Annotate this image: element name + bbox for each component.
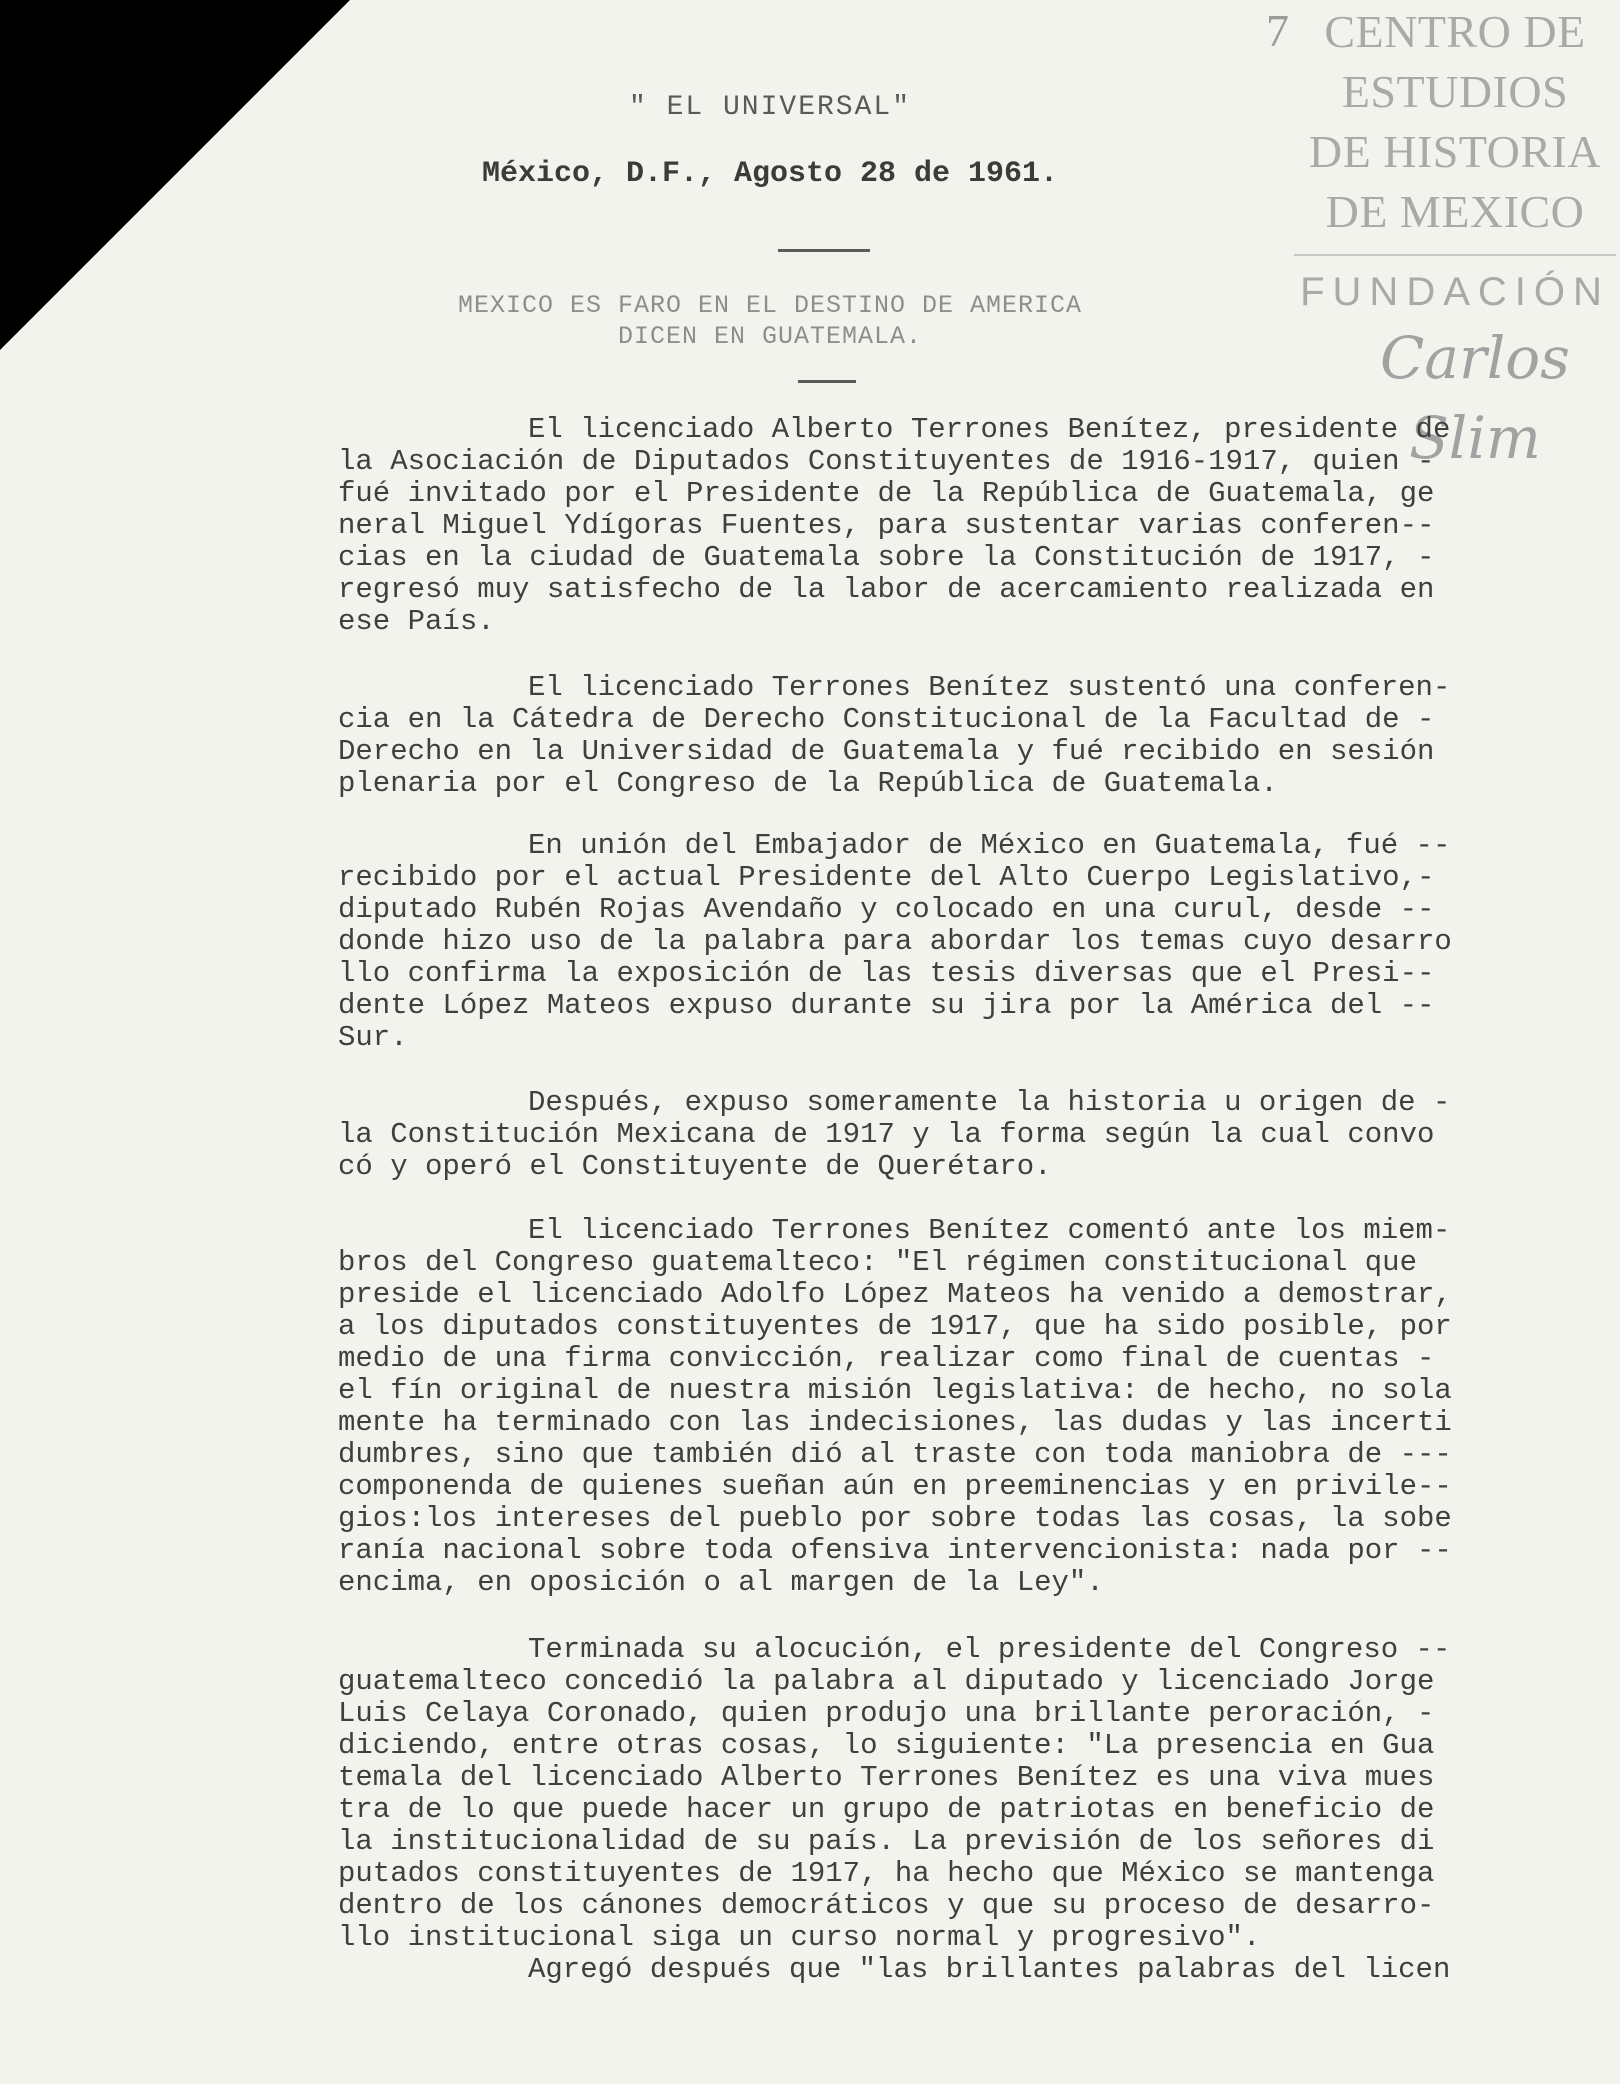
stamp-line-1: CENTRO DE [1324, 6, 1586, 57]
text-line: Terminada su alocución, el presidente del Congreso -- [528, 1633, 1451, 1666]
dateline: México, D.F., Agosto 28 de 1961. [481, 157, 1059, 191]
text-line: a los diputados constituyentes de 1917, que ha sido posible, por [338, 1310, 1452, 1343]
text-line: llo confirma la exposición de las tesis diversas que el Presi-- [338, 957, 1435, 990]
headline-line-2: DICEN EN GUATEMALA. [617, 322, 923, 351]
text-line: guatemalteco concedió la palabra al diputado y licenciado Jorge [338, 1665, 1435, 1698]
text-line: putados constituyentes de 1917, ha hecho que México se mantenga [338, 1857, 1435, 1890]
text-line: tra de lo que puede hacer un grupo de patriotas en beneficio de [338, 1793, 1435, 1826]
text-line: bros del Congreso guatemalteco: "El régimen constitucional que [338, 1246, 1417, 1279]
text-line: componenda de quienes sueñan aún en preeminencias y en privile-- [338, 1470, 1452, 1503]
paragraph [338, 1634, 1548, 1954]
text-line: El licenciado Terrones Benítez comentó ante los miem- [528, 1214, 1451, 1247]
text-line: medio de una firma convicción, realizar como final de cuentas - [338, 1342, 1435, 1375]
text-line: el fín original de nuestra misión legislativa: de hecho, no sola [338, 1374, 1452, 1407]
stamp-divider [1294, 254, 1616, 256]
stamp-line-4: DE MEXICO [1325, 186, 1585, 237]
text-line: Después, expuso someramente la historia u origen de - [528, 1086, 1451, 1119]
text-line: plenaria por el Congreso de la República de Guatemala. [338, 767, 1278, 800]
text-line: neral Miguel Ydígoras Fuentes, para sustentar varias conferen-- [338, 509, 1435, 542]
text-line: la Asociación de Diputados Constituyentes de 1916-1917, quien - [338, 445, 1435, 478]
text-line: diputado Rubén Rojas Avendaño y colocado en una curul, desde -- [338, 893, 1435, 926]
archive-number: 7 [1266, 5, 1289, 56]
paragraph [338, 414, 1548, 638]
stamp-signature: Carlos Slim [1380, 324, 1570, 472]
text-line: la institucionalidad de su país. La previsión de los señores di [338, 1825, 1435, 1858]
text-line: Luis Celaya Coronado, quien produjo una brillante peroración, - [338, 1697, 1435, 1730]
stamp-line-3: DE HISTORIA [1308, 126, 1602, 177]
paragraph [338, 1954, 1548, 1986]
text-line: cia en la Cátedra de Derecho Constitucional de la Facultad de - [338, 703, 1435, 736]
text-line: preside el licenciado Adolfo López Mateos ha venido a demostrar, [338, 1278, 1452, 1311]
text-line: ranía nacional sobre toda ofensiva intervencionista: nada por -- [338, 1534, 1452, 1567]
paragraph [338, 672, 1548, 800]
text-line: encima, en oposición o al margen de la Ley". [338, 1566, 1104, 1599]
text-line: El licenciado Terrones Benítez sustentó una conferen- [528, 671, 1451, 704]
divider-rule-top [778, 249, 870, 252]
text-line: Derecho en la Universidad de Guatemala y fué recibido en sesión [338, 735, 1435, 768]
text-line: la Constitución Mexicana de 1917 y la forma según la cual convo [338, 1118, 1435, 1151]
paragraph [338, 830, 1548, 1054]
text-line: Sur. [338, 1021, 408, 1054]
text-line: temala del licenciado Alberto Terrones Benítez es una viva mues [338, 1761, 1435, 1794]
text-line: gios:los intereses del pueblo por sobre todas las cosas, la sobe [338, 1502, 1452, 1535]
text-line: ese País. [338, 605, 495, 638]
stamp-line-2: ESTUDIOS [1341, 66, 1569, 117]
text-line: El licenciado Alberto Terrones Benítez, presidente de [528, 413, 1451, 446]
text-line: có y operó el Constituyente de Querétaro. [338, 1150, 1052, 1183]
paragraph [338, 1215, 1548, 1599]
text-line: cias en la ciudad de Guatemala sobre la Constitución de 1917, - [338, 541, 1435, 574]
paragraph [338, 1087, 1548, 1183]
text-line: regresó muy satisfecho de la labor de acercamiento realizada en [338, 573, 1435, 606]
newspaper-name: " EL UNIVERSAL" [628, 92, 912, 123]
headline-line-1: MEXICO ES FARO EN EL DESTINO DE AMERICA [457, 291, 1083, 320]
text-line: dumbres, sino que también dió al traste con toda maniobra de --- [338, 1438, 1452, 1471]
text-line: dentro de los cánones democráticos y que su proceso de desarro- [338, 1889, 1435, 1922]
archive-stamp [1266, 2, 1620, 478]
text-line: fué invitado por el Presidente de la República de Guatemala, ge [338, 477, 1435, 510]
text-line: mente ha terminado con las indecisiones, las dudas y las incerti [338, 1406, 1452, 1439]
text-line: recibido por el actual Presidente del Alto Cuerpo Legislativo,- [338, 861, 1435, 894]
text-line: donde hizo uso de la palabra para abordar los temas cuyo desarro [338, 925, 1452, 958]
stamp-foundation: FUNDACIÓN [1300, 270, 1610, 314]
text-line: En unión del Embajador de México en Guatemala, fué -- [528, 829, 1451, 862]
divider-rule-bottom [798, 380, 856, 383]
text-line: Agregó después que "las brillantes palabras del licen [528, 1953, 1451, 1986]
text-line: diciendo, entre otras cosas, lo siguiente: "La presencia en Gua [338, 1729, 1435, 1762]
text-line: dente López Mateos expuso durante su jira por la América del -- [338, 989, 1435, 1022]
text-line: llo institucional siga un curso normal y progresivo". [338, 1921, 1261, 1954]
